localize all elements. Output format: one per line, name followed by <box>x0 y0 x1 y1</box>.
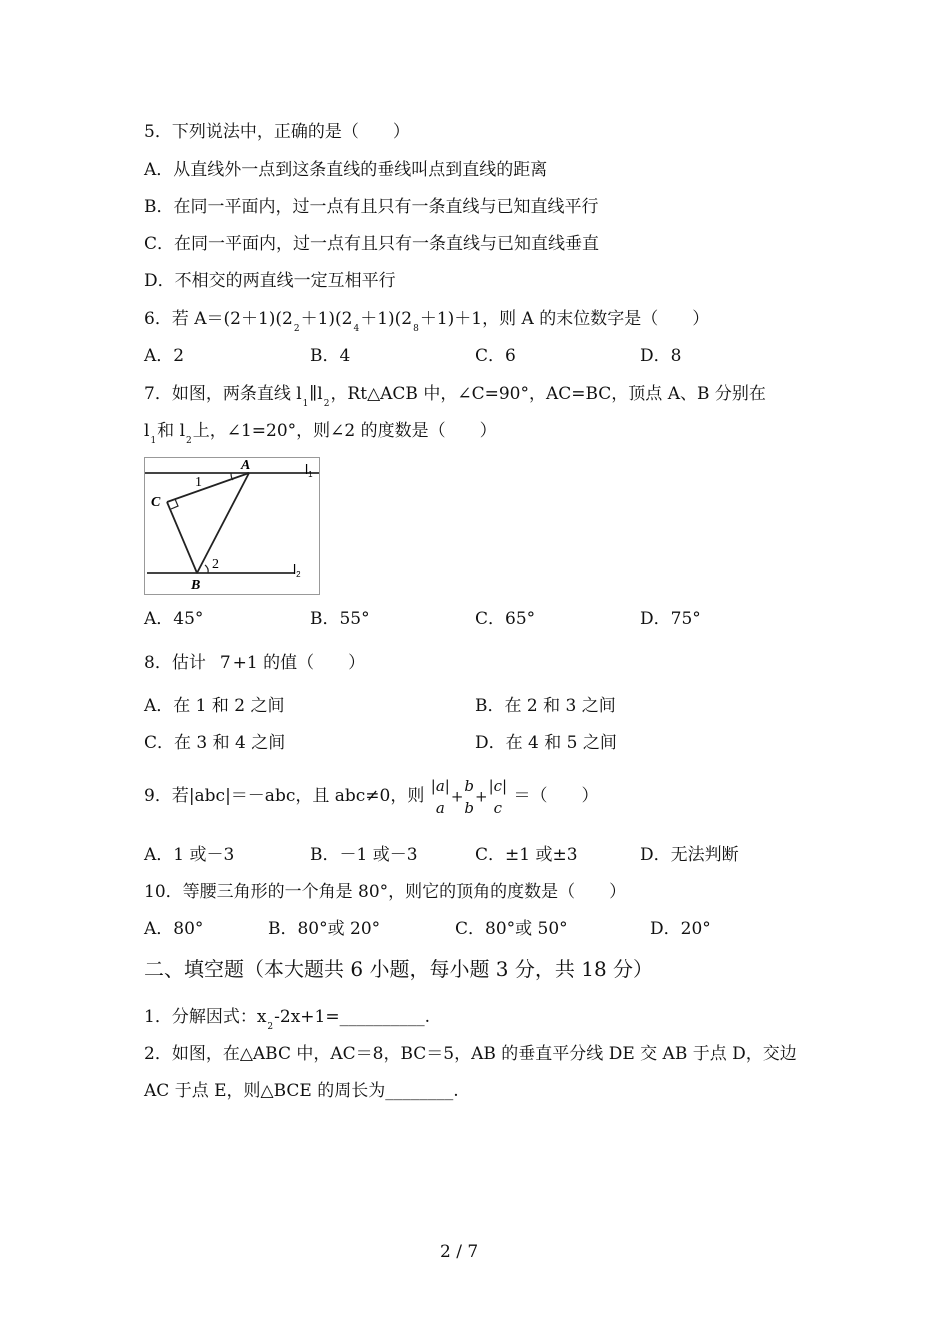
q5-option-a: A．从直线外一点到这条直线的垂线叫点到直线的距离 <box>144 160 548 180</box>
q6-option-a: A．2 <box>144 346 185 366</box>
q7-option-d: D．75° <box>640 609 701 629</box>
q10-option-a: A．80° <box>144 919 204 939</box>
fraction-b: b b <box>464 776 475 817</box>
q8-option-b: B．在 2 和 3 之间 <box>475 696 616 716</box>
q5-option-b: B．在同一平面内，过一点有且只有一条直线与已知直线平行 <box>144 197 599 217</box>
q8-option-c: C．在 3 和 4 之间 <box>144 733 286 753</box>
q7-stem-line1: 7．如图，两条直线 $l_1\parallel l_2$，Rt△ACB 中，∠C=90°，AC=BC，顶点 A、B 分别在 <box>144 384 766 409</box>
angle-2-arc <box>205 565 208 573</box>
q9-option-b: B．－1 或－3 <box>310 845 418 865</box>
sqrt-radicand: 7 <box>219 653 231 673</box>
fill-q2-line1: 2．如图，在△ABC 中，AC＝8，BC＝5，AB 的垂直平分线 DE 交 AB 于点 D，交边 <box>144 1044 797 1064</box>
q7-option-c: C．65° <box>475 609 536 629</box>
label-l1: $l_1$ <box>305 461 313 479</box>
q7-option-b: B．55° <box>310 609 370 629</box>
segment-cb <box>167 502 197 573</box>
section-2-heading: 二、填空题（本大题共 6 小题，每小题 3 分，共 18 分） <box>144 957 654 981</box>
q8-option-a: A．在 1 和 2 之间 <box>144 696 285 716</box>
fraction-a: |a| a <box>430 776 450 817</box>
q10-option-d: D．20° <box>650 919 711 939</box>
page-number: 2 / 7 <box>440 1242 479 1262</box>
q5-option-d: D．不相交的两直线一定互相平行 <box>144 271 396 291</box>
q6-option-d: D．8 <box>640 346 682 366</box>
label-a: A <box>241 458 251 473</box>
label-l2: $l_2$ <box>293 561 301 579</box>
q7-stem-line2: $l_1$和 $l_2$上，∠1=20°，则∠2 的度数是（ ） <box>144 421 497 446</box>
label-angle-2: 2 <box>212 557 219 572</box>
q9-option-c: C．±1 或±3 <box>475 845 578 865</box>
q8-option-d: D．在 4 和 5 之间 <box>475 733 617 753</box>
q8-stem: 8．估计 7 +1 的值（ ） <box>144 653 366 673</box>
q9-stem: 9．若|abc|＝－abc，且 abc≠0，则 |a| a + b b + |c| c ＝（ ） <box>144 776 599 817</box>
q10-option-c: C．80°或 50° <box>455 919 568 939</box>
fill-q2-line2: AC 于点 E，则△BCE 的周长为________. <box>144 1081 459 1101</box>
q9-option-a: A．1 或－3 <box>144 845 235 865</box>
label-c: C <box>151 495 161 510</box>
q7-option-a: A．45° <box>144 609 204 629</box>
fraction-c: |c| c <box>488 776 508 817</box>
q7-diagram <box>145 458 319 594</box>
fill-q1: 1．分解因式：$x_2-2x+1=\_\_\_\_\_\_\_\_\_\_$. <box>144 1007 430 1032</box>
q6-option-c: C．6 <box>475 346 516 366</box>
q10-stem: 10．等腰三角形的一个角是 80°，则它的顶角的度数是（ ） <box>144 882 627 902</box>
q5-stem: 5．下列说法中，正确的是（ ） <box>144 122 410 142</box>
label-b: B <box>191 578 201 593</box>
q7-figure <box>144 457 320 595</box>
q5-option-c: C．在同一平面内，过一点有且只有一条直线与已知直线垂直 <box>144 234 600 254</box>
q10-option-b: B．80°或 20° <box>268 919 381 939</box>
q6-option-b: B．4 <box>310 346 351 366</box>
q9-option-d: D．无法判断 <box>640 845 739 865</box>
label-angle-1: 1 <box>195 475 202 490</box>
q6-stem: 6．若 $A=(2+1)(2_2+1)(2_4+1)(2_8+1)+1$，则 A 的末位数字是（ ） <box>144 309 710 334</box>
